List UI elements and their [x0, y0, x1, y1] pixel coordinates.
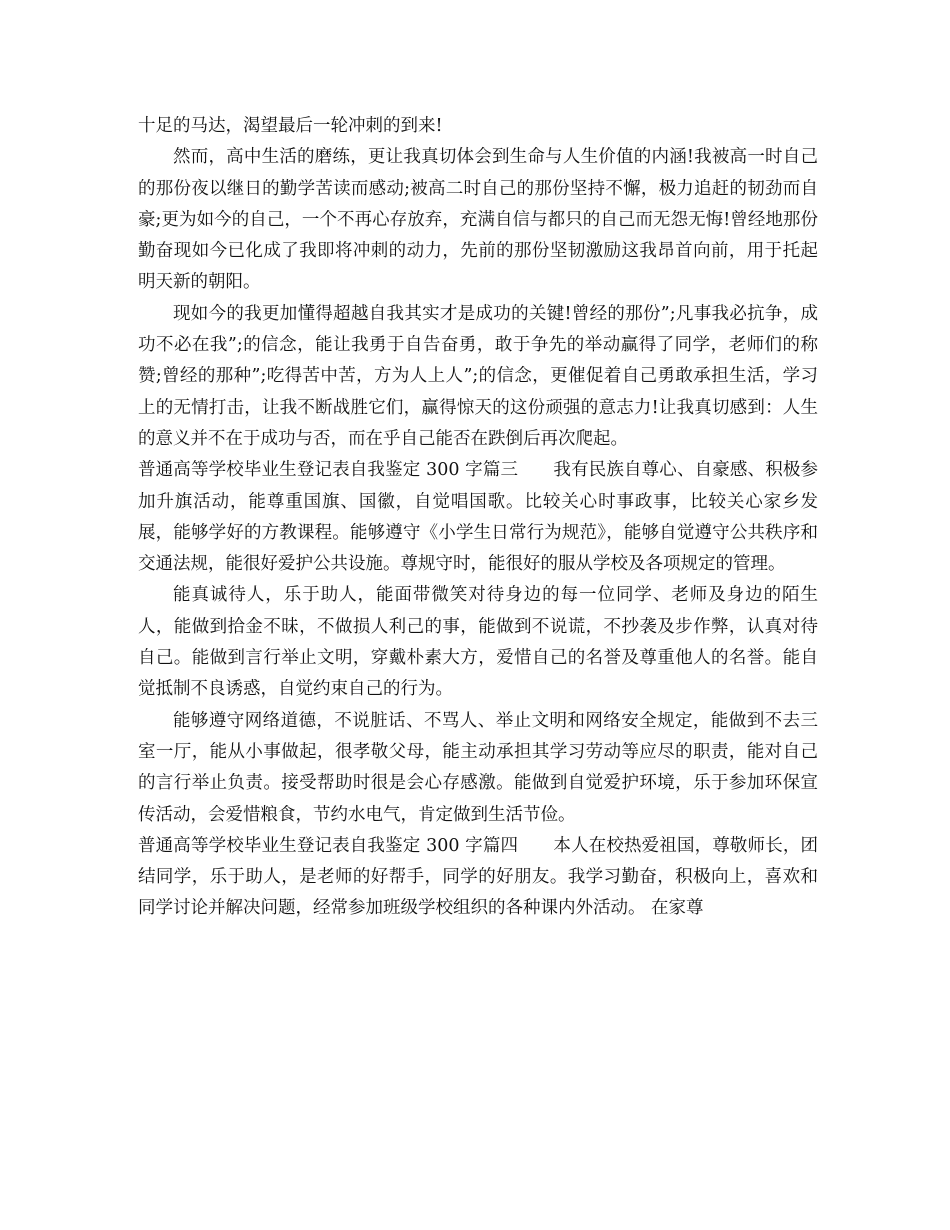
paragraph-section-3-heading: 普通高等学校毕业生登记表自我鉴定 300 字篇三 我有民族自尊心、自豪感、积极参加升旗活动，能尊重国旗、国徽，自觉唱国歌。比较关心时事政事，比较关心家乡发展，能够学好的方教课程。能够遵守《小学生日常行为规范》，能够自觉遵守公共秩序和交通法规，能很好爱护公共设施。尊规守时，能很好的服从学校及各项规定的管理。 [138, 460, 818, 575]
document-body [138, 111, 818, 925]
paragraph-1: 十足的马达，渴望最后一轮冲刺的到来! [138, 116, 443, 136]
paragraph-5: 能真诚待人，乐于助人，能面带微笑对待身边的每一位同学、老师及身边的陌生人，能做到拾金不昧，不做损人利己的事，能做到不说谎，不抄袭及步作弊，认真对待自己。能做到言行举止文明，穿戴朴素大方，爱惜自己的名誉及尊重他人的名誉。能自觉抵制不良诱惑，自觉约束自己的行为。 [138, 585, 818, 700]
paragraph-2: 然而，高中生活的磨练，更让我真切体会到生命与人生价值的内涵!我被高一时自己的那份夜以继日的勤学苦读而感动;被高二时自己的那份坚持不懈，极力追赶的韧劲而自豪;更为如今的自己，一个不再心存放弃，充满自信与都只的自己而无怨无悔!曾经地那份勤奋现如今已化成了我即将冲刺的动力，先前的那份坚韧激励这我昂首向前，用于托起明天新的朝阳。 [138, 147, 818, 293]
paragraph-3: 现如今的我更加懂得超越自我其实才是成功的关键!曾经的那份”;凡事我必抗争，成功不必在我”;的信念，能让我勇于自告奋勇，敢于争先的举动赢得了同学，老师们的称赞;曾经的那种”;吃得苦中苦，方为人上人”;的信念，更催促着自己勇敢承担生活，学习上的无情打击，让我不断战胜它们，赢得惊天的这份顽强的意志力!让我真切感到：人生的意义并不在于成功与否，而在乎自己能否在跌倒后再次爬起。 [138, 303, 818, 449]
paragraph-section-4-heading: 普通高等学校毕业生登记表自我鉴定 300 字篇四 本人在校热爱祖国，尊敬师长，团结同学，乐于助人，是老师的好帮手，同学的好朋友。我学习勤奋，积极向上，喜欢和同学讨论并解决问题，经常参加班级学校组织的各种课内外活动。 在家尊 [138, 835, 818, 919]
paragraph-6: 能够遵守网络道德，不说脏话、不骂人、举止文明和网络安全规定，能做到不去三室一厅，能从小事做起，很孝敬父母，能主动承担其学习劳动等应尽的职责，能对自己的言行举止负责。接受帮助时很是会心存感激。能做到自觉爱护环境，乐于参加环保宣传活动，会爱惜粮食，节约水电气，肯定做到生活节俭。 [138, 710, 818, 825]
